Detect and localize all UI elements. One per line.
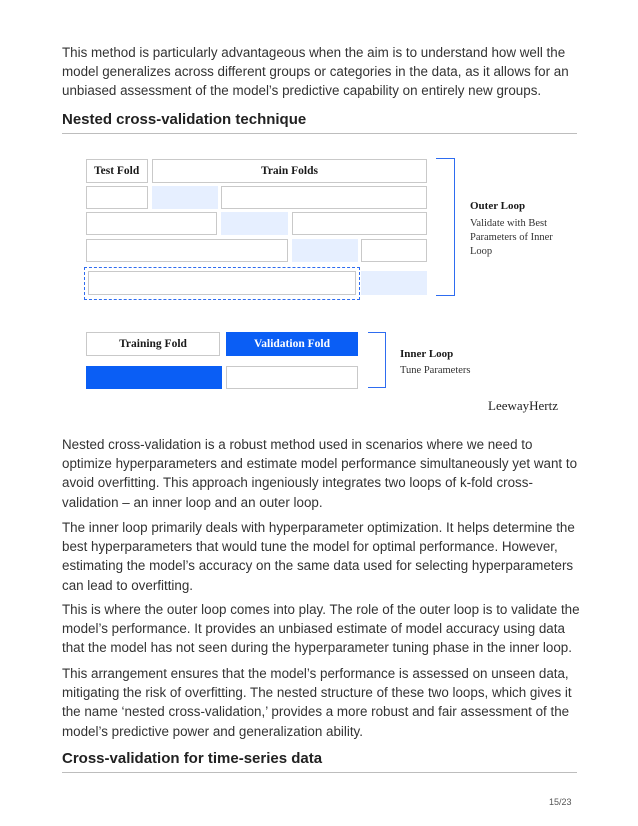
- fold-cell-highlight: [292, 239, 358, 262]
- inner-loop-description: Tune Parameters: [400, 365, 471, 376]
- fold-cell: [86, 239, 288, 262]
- fold-cell: [221, 186, 427, 209]
- outer-loop-bracket: [436, 158, 455, 296]
- inner-loop-bracket: [368, 332, 386, 388]
- outer-loop-title: Outer Loop: [470, 200, 526, 212]
- fold-cell: [292, 212, 427, 235]
- next-section-divider: [62, 772, 577, 773]
- intro-paragraph: This method is particularly advantageous when the aim is to understand how well the model generalizes across different groups or categories in the data, as it allows for an unbiased assessment of the model’s predictive capability on entirely new groups.: [62, 45, 569, 99]
- fold-cell-highlight: [152, 186, 218, 209]
- next-section-heading: Cross-validation for time-series data: [62, 750, 323, 767]
- fold-cell: [86, 212, 217, 235]
- test-fold-header: Test Fold: [86, 159, 148, 183]
- paragraph-3: This is where the outer loop comes into play. The role of the outer loop is to validate the model’s performance. It provides an unbiased estimate of model accuracy using data that the model has not seen during the hyperparameter tuning phase in the inner loop.: [62, 602, 580, 656]
- fold-cell: [361, 239, 427, 262]
- outer-loop-description: Validate with Best Parameters of Inner Loop: [470, 218, 553, 257]
- paragraph-1: Nested cross-validation is a robust method used in scenarios where we need to optimize hyperparameters and estimate model performance simultaneously yet want to avoid overfitting. This approach ingeniously integrates two loops of k-fold cross-validation – an inner loop and an outer loop.: [62, 437, 578, 510]
- training-fold-header: Training Fold: [86, 332, 220, 356]
- fold-cell: [86, 186, 148, 209]
- fold-cell-highlight: [221, 212, 288, 235]
- paragraph-2: The inner loop primarily deals with hyperparameter optimization. It helps determine the best hyperparameters that would tune the model for optimal performance. However, estimating the model’s accuracy on the same data used for selecting hyperparameters can lead to overfitting.: [62, 520, 575, 593]
- section-heading: Nested cross-validation technique: [62, 111, 307, 128]
- section-divider: [62, 133, 577, 134]
- paragraph-4: This arrangement ensures that the model’s performance is assessed on unseen data, mitigating the risk of overfitting. The nested structure of these two loops, which gives it the name ‘nested cross-validation,’ provides a more robust and fair assessment of the model’s predictive power and generalization ability.: [62, 666, 572, 739]
- train-folds-header: Train Folds: [152, 159, 427, 183]
- validation-fold-cell: [86, 366, 222, 389]
- fold-cell-highlight: [361, 271, 427, 295]
- brand-logo-text: LeewayHertz: [488, 398, 559, 413]
- inner-loop-title: Inner Loop: [400, 348, 454, 360]
- inner-loop-selection-outline: [84, 267, 360, 300]
- training-fold-cell: [226, 366, 358, 389]
- validation-fold-header: Validation Fold: [226, 332, 358, 356]
- page-number: 15/23: [549, 797, 572, 807]
